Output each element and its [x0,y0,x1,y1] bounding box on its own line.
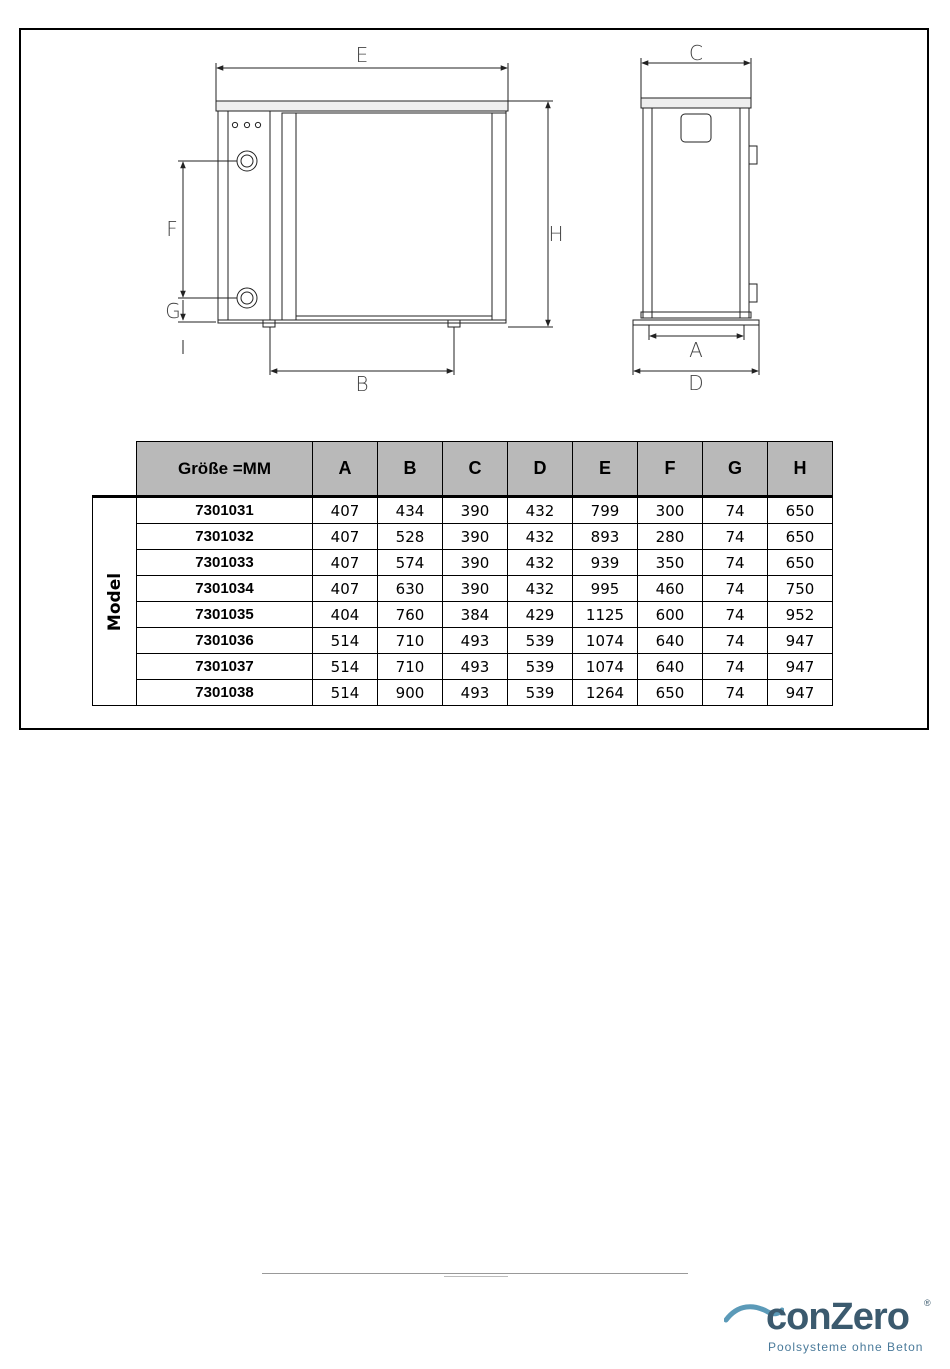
table-row [93,550,833,576]
value-cell-a: 407 [313,524,378,550]
value-cell-f: 640 [638,654,703,680]
conzero-logo [724,1296,934,1356]
value-cell-d: 432 [508,524,573,550]
model-number-cell: 7301035 [137,602,313,628]
table-corner [93,442,137,497]
value-cell-e: 939 [573,550,638,576]
value-cell-d: 539 [508,654,573,680]
dim-label-g: G [165,299,181,323]
col-header-b: B [378,442,443,497]
technical-drawing [0,0,950,440]
value-cell-e: 1264 [573,680,638,706]
value-cell-g: 74 [703,654,768,680]
value-cell-d: 432 [508,576,573,602]
col-header-c: C [443,442,508,497]
value-cell-f: 650 [638,680,703,706]
model-number-cell: 7301037 [137,654,313,680]
value-cell-h: 947 [768,628,833,654]
dim-label-c: C [689,41,703,65]
value-cell-d: 432 [508,550,573,576]
dim-label-d: D [688,371,704,395]
value-cell-h: 750 [768,576,833,602]
value-cell-g: 74 [703,524,768,550]
value-cell-b: 900 [378,680,443,706]
value-cell-g: 74 [703,576,768,602]
dim-label-f: F [166,217,178,241]
value-cell-b: 630 [378,576,443,602]
value-cell-d: 539 [508,680,573,706]
model-number-cell: 7301034 [137,576,313,602]
value-cell-g: 74 [703,628,768,654]
value-cell-c: 390 [443,576,508,602]
size-header: Größe =MM [137,442,313,497]
table-row [93,654,833,680]
value-cell-h: 947 [768,654,833,680]
model-number-cell: 7301038 [137,680,313,706]
value-cell-e: 799 [573,497,638,524]
value-cell-g: 74 [703,680,768,706]
footer-rule-short [444,1276,508,1277]
value-cell-a: 514 [313,680,378,706]
value-cell-b: 710 [378,628,443,654]
value-cell-h: 650 [768,524,833,550]
value-cell-h: 952 [768,602,833,628]
table-row [93,524,833,550]
table-row [93,576,833,602]
value-cell-d: 539 [508,628,573,654]
value-cell-f: 280 [638,524,703,550]
footer-rule [262,1273,688,1274]
col-header-h: H [768,442,833,497]
model-row-header [93,497,137,706]
value-cell-g: 74 [703,550,768,576]
model-row-header-label: Model [104,572,125,631]
col-header-d: D [508,442,573,497]
dim-label-b: B [355,372,369,396]
value-cell-b: 434 [378,497,443,524]
logo-registered: ® [924,1298,931,1308]
value-cell-d: 432 [508,497,573,524]
value-cell-c: 384 [443,602,508,628]
model-number-cell: 7301036 [137,628,313,654]
table-row [93,628,833,654]
value-cell-c: 390 [443,524,508,550]
table-row [93,497,833,524]
value-cell-c: 493 [443,680,508,706]
dimension-table [92,441,833,706]
value-cell-a: 514 [313,654,378,680]
value-cell-c: 390 [443,497,508,524]
table-header-row [93,442,833,497]
dim-label-h: H [548,222,564,246]
value-cell-a: 407 [313,550,378,576]
value-cell-g: 74 [703,602,768,628]
dim-label-e: E [355,43,369,67]
value-cell-e: 893 [573,524,638,550]
value-cell-f: 300 [638,497,703,524]
value-cell-b: 760 [378,602,443,628]
value-cell-h: 947 [768,680,833,706]
table-row [93,602,833,628]
value-cell-b: 528 [378,524,443,550]
value-cell-b: 710 [378,654,443,680]
value-cell-e: 1074 [573,628,638,654]
value-cell-a: 514 [313,628,378,654]
value-cell-a: 404 [313,602,378,628]
table-row [93,680,833,706]
col-header-g: G [703,442,768,497]
front-view [178,63,553,375]
value-cell-c: 493 [443,628,508,654]
col-header-e: E [573,442,638,497]
value-cell-f: 350 [638,550,703,576]
value-cell-e: 1074 [573,654,638,680]
value-cell-g: 74 [703,497,768,524]
dim-label-a: A [689,338,703,362]
value-cell-c: 493 [443,654,508,680]
value-cell-f: 600 [638,602,703,628]
value-cell-h: 650 [768,550,833,576]
value-cell-e: 995 [573,576,638,602]
col-header-a: A [313,442,378,497]
value-cell-e: 1125 [573,602,638,628]
value-cell-a: 407 [313,497,378,524]
value-cell-f: 460 [638,576,703,602]
side-view [633,58,759,375]
value-cell-h: 650 [768,497,833,524]
col-header-f: F [638,442,703,497]
logo-brand: conZero [766,1296,909,1338]
model-number-cell: 7301032 [137,524,313,550]
model-number-cell: 7301033 [137,550,313,576]
value-cell-c: 390 [443,550,508,576]
value-cell-f: 640 [638,628,703,654]
logo-tagline: Poolsysteme ohne Beton [768,1340,924,1354]
value-cell-a: 407 [313,576,378,602]
value-cell-d: 429 [508,602,573,628]
value-cell-b: 574 [378,550,443,576]
model-number-cell: 7301031 [137,497,313,524]
